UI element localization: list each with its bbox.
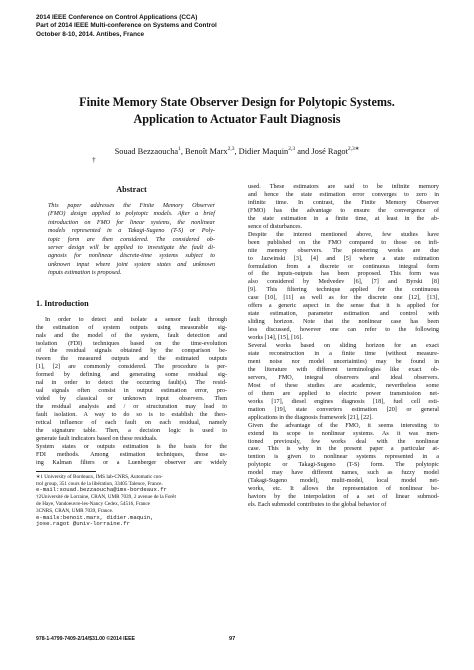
body-line: ing Kalman filters or a Luenberger observer are widely	[36, 459, 227, 466]
right-column-body	[248, 184, 439, 510]
body-line: (Takagi-Sugeno model), multi-model, local model net-	[248, 478, 439, 485]
body-line: extend its scope to nonlinear systems. As it was men-	[248, 430, 439, 437]
author-affiliation-mark: 2,3∗	[347, 146, 360, 152]
body-line: the estimation of system outputs using measurable sig-	[36, 324, 227, 331]
body-line: sence of disturbances.	[248, 223, 303, 230]
body-line: been published on the FMO compared to those on infi-	[248, 239, 439, 246]
author-name: Benoît Marx	[185, 146, 228, 156]
copyright-footer: 978-1-4799-7409-2/14/$31.00 ©2014 IEEE	[36, 636, 136, 642]
title-line-1: Finite Memory State Observer Design for Polytopic Systems.	[79, 95, 395, 109]
introduction-body	[36, 317, 227, 468]
abstract-line: unknown input where joint system states and unknown	[48, 261, 215, 268]
body-line: Most of these studies are academic, nevertheless some	[248, 382, 439, 389]
body-line: of the residual signals obtained by the comparison be-	[36, 348, 227, 355]
body-line: works, etc. It allows the representation of nonlinear be-	[248, 486, 439, 493]
body-line: formulation from a discrete or continuous integral form	[248, 263, 439, 270]
body-line: nite memory observers. The pioneering works are due	[248, 247, 439, 254]
body-line: of them are applied to electric power transmission net-	[248, 390, 439, 397]
abstract-line: (FMO) design applied to polytopic models. After a brief	[48, 211, 215, 218]
footnote-email: jose.ragot @univ-lorraine.fr	[36, 520, 130, 528]
body-line: FDI methods. Among estimation techniques, those us-	[36, 451, 227, 458]
author-list: Souad Bezzaoucha$^1$, Benoît Marx$^{2,3}$, Didier Maquin$^{2,3}$ and José Ragot$^{2,3∗}$	[114, 146, 360, 156]
author-affiliation-mark: 2,3	[227, 146, 235, 152]
abstract-line: agnosis for nonlinear discrete-time systems subject to	[48, 253, 215, 260]
abstract-line: This paper addresses the Finite Memory Observer	[48, 203, 215, 209]
footnotes	[36, 474, 227, 528]
abstract-line: server design will be applied to investigate the fault di-	[48, 245, 215, 252]
body-line: retical influence of each fault on each residual, namely	[36, 420, 227, 427]
body-line: the state estimation in a finite time, at least in the ab-	[248, 215, 439, 222]
body-line: case [10], [11] as well as for the discrete one [12], [13],	[248, 295, 439, 302]
body-line: offers a generic aspect in the sense that it is applied for	[248, 303, 439, 310]
footnote-line: de Haye, Vandoeuvre-les-Nancy Cedex, 54516, France	[36, 500, 150, 507]
author-name: José Ragot	[311, 146, 348, 156]
body-line: works [17], diesel engines diagnosis [18], fuel cell esti-	[248, 398, 439, 405]
body-line: haviors by the interpolation of a set of linear submod-	[248, 494, 439, 501]
body-line: generate fault indicators based on these residuals.	[36, 435, 158, 442]
body-line: sliding horizon. Note that the nonlinear case has been	[248, 319, 439, 326]
body-line: used. These estimators are said to be infinite memory	[248, 184, 439, 190]
body-line: els. Each submodel contributes to the global behavior of	[248, 502, 387, 509]
abstract-line: topic form are then considered. The considered ob-	[48, 236, 215, 243]
left-column	[36, 184, 227, 528]
paper-title	[30, 94, 444, 127]
footnote-email: e-mails:benoit.marx, didier.maquin,	[36, 513, 154, 521]
conference-line-1: 2014 IEEE Conference on Control Applications (CCA)	[36, 14, 198, 21]
body-line: ment noise nor model uncertainties) may be found in	[248, 358, 439, 365]
body-line: mation [19], state converters estimation [20] or general	[248, 406, 439, 413]
body-line: works [14], [15], [16].	[248, 335, 303, 342]
author-affiliation-mark: 1	[178, 146, 181, 152]
conference-line-2: Part of 2014 IEEE Multi-conference on Systems and Control	[36, 22, 217, 30]
body-line: tention is given to nonlinear systems represented in a	[248, 454, 439, 461]
author-affiliation-mark: 2,3	[288, 146, 296, 152]
body-line: the residual analysis and / or structuration may lead to	[36, 404, 227, 411]
abstract-line: inputs estimation is proposed.	[48, 270, 122, 277]
body-line: of the inputs-outputs has been proposed. This form was	[248, 271, 439, 278]
body-line: state reconstruction in a finite time (without measure-	[248, 351, 439, 358]
body-line: [9]. This filtering technique applied for the continuous	[248, 287, 439, 294]
body-line: polytopic or Takagi-Sugeno (T-S) form. The polytopic	[248, 462, 439, 469]
body-line: also considered by Medvedev [6], [7] and Byrski [8]	[248, 279, 439, 286]
body-line: Several works based on sliding horizon for an exact	[248, 343, 439, 350]
body-line: infinite time. In contrast, the Finite Memory Observer	[248, 199, 439, 206]
abstract-line: introduction on FMO for linear systems, the nonlinear	[48, 219, 215, 226]
footnote-rule	[36, 471, 96, 472]
footnote-line: ∗1 University of Bordeaux, IMS lab-CNRS, Automatic con-	[36, 473, 163, 480]
footnote-line: 3CNRS, CRAN, UMR 7039, France.	[36, 507, 114, 514]
body-line: Given the advantage of the FMO, it seems interesting to	[248, 422, 439, 429]
body-line: nals and the model of the system, fault detection and	[36, 332, 227, 339]
body-line: fault isolation. A way to do so is to establish the theo-	[36, 412, 227, 419]
footnote-line: †2Université de Lorraine, CRAN, UMR 7039, 2 avenue de la Forêt	[36, 494, 176, 501]
body-line: System states or outputs estimation is the basis for the	[36, 443, 227, 450]
body-line: (FMO) has the advantage to ensure the convergence of	[248, 207, 439, 214]
body-line: model may have different names, such as fuzzy model	[248, 470, 439, 477]
body-line: ual signals often consist in output estimation error, pro-	[36, 388, 227, 395]
body-line: applications in the diagnosis framework [21], [22].	[248, 414, 373, 421]
body-line: vided by classical or unknown input observers. Then	[36, 396, 227, 403]
body-line: to Jazwinski [3], [4] and [5] where a state estimation	[248, 255, 439, 262]
section-heading-introduction: 1. Introduction	[36, 298, 89, 308]
title-line-2: Application to Actuator Fault Diagnosis	[133, 111, 341, 126]
body-line: In order to detect and isolate a sensor fault through	[45, 316, 227, 323]
body-line: servers, FMO, integral observers and ideal observers.	[248, 374, 439, 381]
body-line: and hence the state estimation error converges to zero in	[248, 191, 439, 198]
body-line: case. This is why in the present paper a particular at-	[248, 446, 439, 453]
right-column	[248, 184, 439, 510]
conference-header	[36, 14, 217, 39]
body-line: state estimation, parameter estimation and control with	[248, 311, 439, 318]
abstract-body	[48, 202, 215, 278]
body-line: isolation (FDI) techniques based on the time-evolution	[36, 340, 227, 347]
body-line: less discussed, however one can refer to the following	[248, 327, 439, 334]
conference-line-3: October 8-10, 2014. Antibes, France	[36, 30, 145, 38]
dagger-mark: †	[92, 155, 96, 164]
body-line: the signature table. Then, a decision logic is used to	[36, 428, 227, 434]
footnote-email: e-mail:souad.bezzaoucha@ims-bordeaux.fr	[36, 486, 167, 494]
body-line: formed by defining and generating some residual sig-	[36, 372, 227, 379]
footnote-line: trol group, 351 cours de la libération, 33405 Talence, France.	[36, 480, 163, 487]
author-name: Didier Maquin	[238, 146, 289, 156]
body-line: [1], [2] are commonly considered. The procedure is per-	[36, 364, 227, 371]
body-line: tioned previously, few works deal with the nonlinear	[248, 438, 439, 445]
body-line: Despite the interest mentioned above, few studies have	[248, 231, 439, 238]
page-number: 97	[229, 636, 236, 642]
body-line: tween the measured outputs and the estimated outputs	[36, 356, 227, 363]
author-name: Souad Bezzaoucha	[114, 146, 179, 156]
body-line: nal in order to detect the occurring fault(s). The resid-	[36, 380, 227, 387]
body-line: the literature with different terminologies like exact ob-	[248, 366, 439, 373]
abstract-line: models represented in a Takagi-Sugeno (T-S) or Poly-	[48, 228, 215, 235]
abstract-heading: Abstract	[116, 185, 147, 194]
